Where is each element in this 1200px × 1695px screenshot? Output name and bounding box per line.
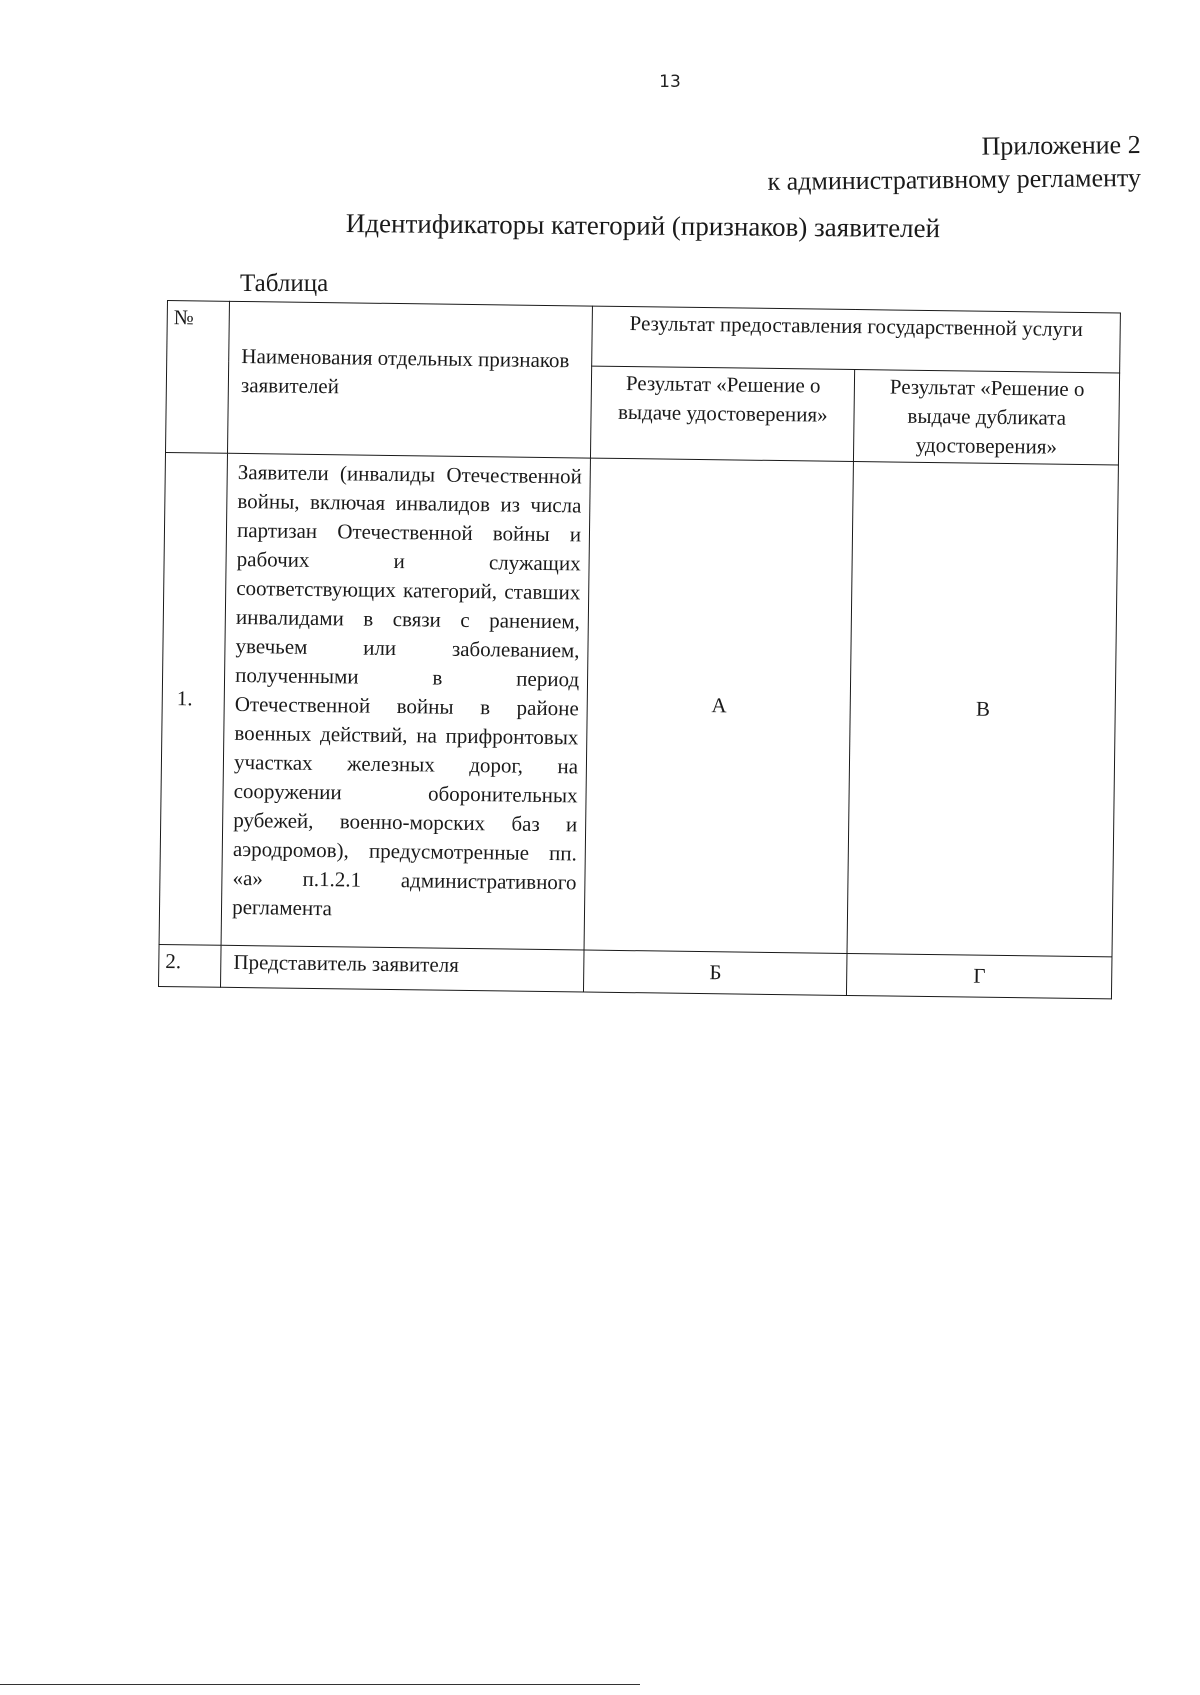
header-result-group-cell: Результат предоставления государственной услуги [592, 306, 1121, 373]
row-name-cell: Представитель заявителя [221, 945, 585, 992]
header-result-b-cell: Результат «Решение о выдаче дубликата удостоверения» [854, 370, 1120, 465]
table-label: Таблица [240, 270, 329, 297]
page-number: 13 [659, 72, 681, 92]
applicant-categories-table-wrapper [158, 300, 1121, 999]
row-number-cell: 2. [159, 944, 222, 987]
row-result-b-cell: В [847, 462, 1118, 957]
applicant-categories-table [158, 300, 1121, 999]
document-title: Идентификаторы категорий (признаков) заявителей [345, 208, 941, 244]
row-result-a-cell: Б [584, 950, 848, 995]
appendix-title: Приложение 2 [980, 129, 1141, 161]
appendix-subtitle: к административному регламенту [766, 162, 1141, 196]
row-name-cell: Заявители (инвалиды Отечественной войны, включая инвалидов из числа партизан Отечественной войны и рабочих и служащих соответствующих категорий, ставших инвалидами в связи с ранением, увечьем или заболеванием, полученными в период Отечественной войны в районе военных действий, на прифронтовых участках железных дорог, на сооружении оборонительных рубежей, военно-морских баз и аэродромов), предусмотренные пп. «а» п.1.2.1 административного регламента [221, 453, 590, 950]
row-number-cell: 1. [159, 452, 228, 945]
appendix-header [767, 128, 1141, 198]
table-row [159, 452, 1118, 956]
header-number-cell: № [166, 301, 230, 454]
header-name-cell: Наименования отдельных признаков заявителей [228, 301, 593, 458]
footer-rule [0, 1684, 640, 1685]
row-result-b-cell: Г [847, 953, 1112, 998]
header-result-a-cell: Результат «Решение о выдаче удостоверения» [591, 366, 856, 461]
row-result-a-cell: А [584, 458, 854, 953]
table-header-row [167, 301, 1121, 373]
